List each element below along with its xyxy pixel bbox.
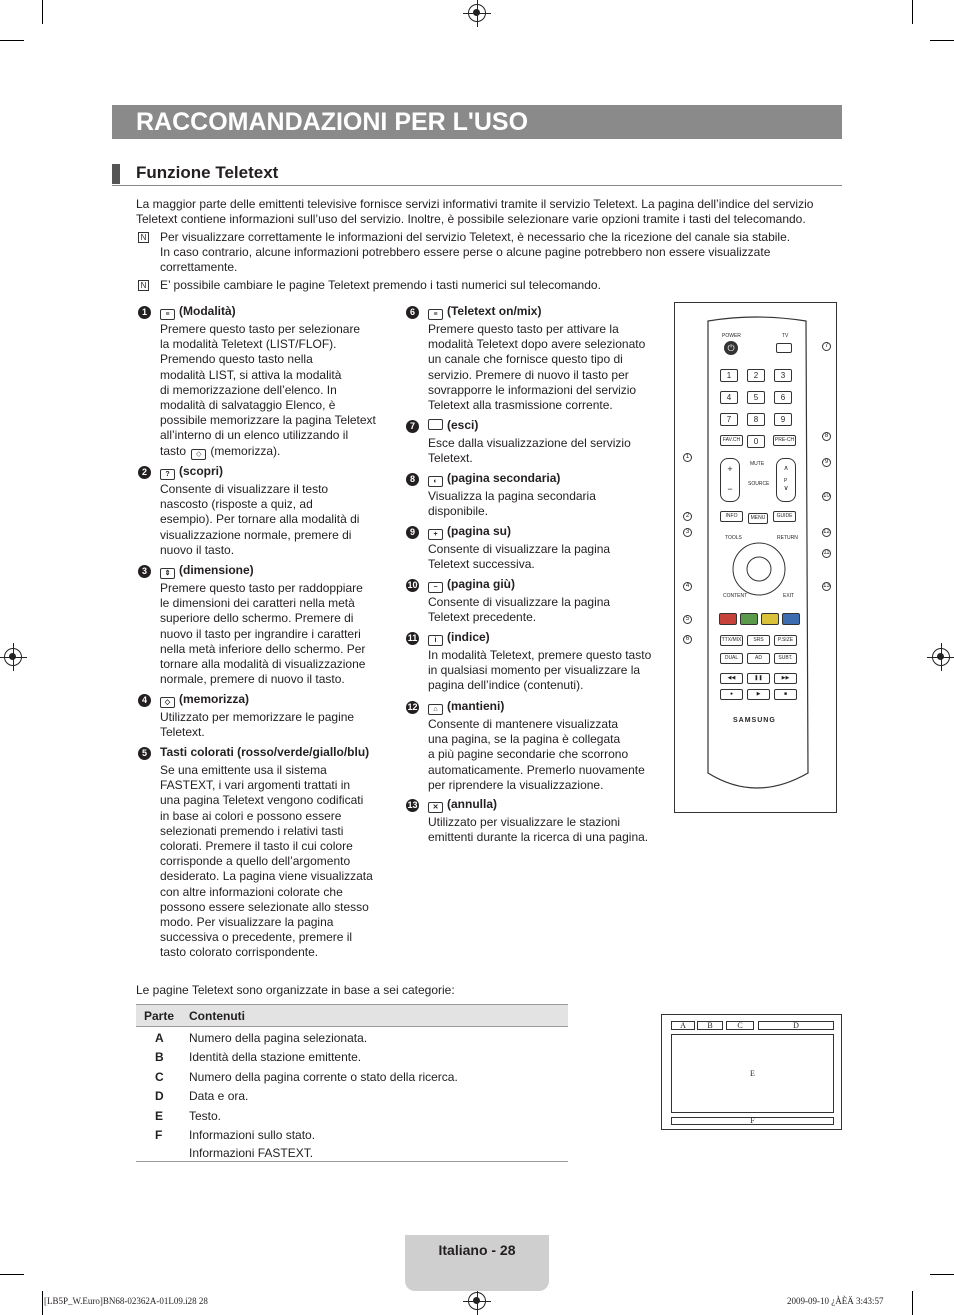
power-button[interactable]: ⏻ — [724, 341, 738, 355]
item-heading — [160, 745, 369, 760]
print-slug-left: [LB5P_W.Euro]BN68-02362A-01L09.i28 28 — [44, 1296, 208, 1306]
registration-mark-icon — [4, 648, 22, 666]
item-body-line: esempio). Per tornare alla modalità di — [160, 512, 360, 527]
item-body-line: Consente di mantenere visualizzata — [428, 717, 619, 731]
page-number-tab — [405, 1235, 549, 1291]
item-body-line: la modalità Teletext (LIST/FLOF). — [160, 337, 337, 352]
item-heading — [428, 418, 478, 433]
item-body-line: Premere questo tasto per raddoppiare — [160, 581, 363, 595]
page-number: Italiano - 28 — [438, 1242, 516, 1258]
section-marker — [112, 164, 120, 184]
item-heading-text: (pagina su) — [447, 524, 512, 538]
page-up-icon: + — [428, 529, 443, 540]
intro-line: La maggior parte delle emittenti televisive fornisce servizi informativi tramite il servizio Teletext. La pagina dell’indice del servizio — [136, 197, 814, 211]
item-heading-text: (memorizza) — [179, 692, 250, 706]
menu-button[interactable]: MENU — [748, 513, 768, 524]
item-body — [160, 322, 376, 460]
note-line: E’ possibile cambiare le pagine Teletext premendo i tasti numerici sul telecomando. — [160, 278, 601, 292]
item-number-badge: 1 — [138, 306, 151, 319]
digit-button-0[interactable]: 0 — [747, 435, 765, 448]
digit-button-9[interactable]: 9 — [774, 413, 792, 426]
registration-mark-icon — [468, 4, 486, 22]
callout-marker: 12 — [823, 529, 830, 535]
item-body-line: desiderato. La pagina viene visualizzata — [160, 869, 373, 884]
item-heading — [428, 524, 511, 540]
item-body-line: Teletext. — [160, 725, 205, 740]
callout-marker: 2 — [683, 512, 692, 521]
item-body-line: servizio. Premere di nuovo il tasto per — [428, 367, 629, 382]
p-label: P — [784, 478, 788, 484]
column-header: Parte — [144, 1009, 175, 1023]
note-icon: N — [138, 232, 149, 243]
item-body-line: Premere questo tasto per selezionare — [160, 322, 361, 336]
item-body-line: modalità LIST, si attiva la modalità — [160, 367, 342, 382]
item-heading-text: (annulla) — [447, 797, 497, 811]
subt-button[interactable]: SUBT. — [774, 653, 797, 664]
note-line: correttamente. — [160, 260, 238, 274]
color-key-button[interactable] — [719, 613, 737, 625]
item-heading-text: (scopri) — [179, 464, 224, 478]
item-body-line: emittenti durante la ricerca di una pagina. — [428, 830, 649, 845]
item-body-line: Teletext successiva. — [428, 557, 535, 572]
guide-button[interactable]: GUIDE — [773, 511, 796, 522]
item-heading — [428, 699, 504, 715]
tv-label: TV — [782, 333, 789, 339]
item-heading — [160, 692, 249, 708]
section-title: Funzione Teletext — [136, 163, 279, 182]
crop-mark — [930, 40, 954, 41]
zone-e: E — [671, 1034, 834, 1113]
item-heading-text: (Modalità) — [179, 304, 236, 318]
item-number-badge: 7 — [406, 420, 419, 433]
content-cell: Numero della pagina corrente o stato della ricerca. — [189, 1070, 458, 1084]
mode-icon: ≡ — [160, 309, 175, 320]
item-body-line: nella metà inferiore dello schermo. Per — [160, 641, 366, 656]
info-button[interactable]: INFO — [720, 511, 743, 522]
digit-button-1[interactable]: 1 — [720, 369, 738, 382]
tools-label: TOOLS — [725, 535, 742, 541]
item-body-line: Premendo questo tasto nella — [160, 352, 313, 367]
item-body — [160, 482, 359, 558]
item-number-badge: 6 — [406, 306, 419, 319]
callout-marker: 7 — [822, 342, 831, 351]
item-body-line: Utilizzato per visualizzare le stazioni — [428, 815, 621, 829]
content-label: CONTENT — [723, 593, 748, 599]
item-body-line: automaticamente. Premerlo nuovamente — [428, 762, 645, 777]
item-body-line: una pagina Teletext vengono codificati — [160, 793, 364, 808]
note-line: In caso contrario, alcune informazioni potrebbero essere perse o alcune pagine potrebbero non essere visualizzate — [160, 245, 771, 259]
table-body — [136, 1027, 568, 1162]
item-body-line: Consente di visualizzare la pagina — [428, 595, 611, 609]
color-key-button[interactable] — [740, 613, 758, 625]
rewind-button[interactable]: ◀◀ — [720, 673, 743, 684]
sub-page-icon: ◐ — [428, 476, 443, 487]
index-icon: i — [428, 635, 443, 646]
zone-a: A — [671, 1021, 695, 1030]
note-icon: N — [138, 280, 149, 291]
zone-c: C — [726, 1021, 754, 1030]
return-label: RETURN — [777, 535, 798, 541]
item-body-line: Teletext precedente. — [428, 610, 537, 625]
item-body-line: superiore dello schermo. Premere di — [160, 611, 354, 626]
item-heading — [428, 797, 497, 813]
item-heading — [428, 304, 541, 320]
callout-marker: 4 — [683, 582, 692, 591]
digit-button-8[interactable]: 8 — [747, 413, 765, 426]
callout-marker: 11 — [823, 550, 830, 556]
tv-button[interactable] — [776, 343, 792, 353]
item-number-badge: 5 — [138, 747, 151, 760]
psize-button[interactable]: P.SIZE — [774, 635, 797, 646]
item-number-badge: 2 — [138, 466, 151, 479]
item-heading — [160, 464, 223, 480]
store-icon: ◇ — [191, 449, 206, 460]
item-body-line: nuovo il tasto. — [160, 542, 235, 557]
ad-button[interactable]: AD — [747, 653, 770, 664]
callout-marker: 1 — [683, 453, 692, 462]
item-body — [160, 581, 365, 687]
item-number-badge: 12 — [407, 702, 418, 712]
item-body-line: una pagina, se la pagina è collegata — [428, 732, 621, 747]
teletext-mix-icon: ≡ — [428, 309, 443, 320]
item-body-line: corrisponde a quello dell’argomento — [160, 854, 351, 869]
item-body-line: possono essere selezionate allo stesso — [160, 899, 369, 914]
item-body-line: pagina dell’indice (contenuti). — [428, 678, 584, 693]
item-heading — [160, 563, 254, 579]
callout-marker: 5 — [683, 615, 692, 624]
pause-button[interactable]: ❚❚ — [747, 673, 770, 684]
item-number-badge: 13 — [407, 800, 418, 810]
item-number-badge: 10 — [407, 580, 418, 590]
item-heading-text: (esci) — [447, 418, 479, 432]
digit-button-3[interactable]: 3 — [774, 369, 792, 382]
item-body-line: modalità Teletext dopo avere selezionato — [428, 337, 646, 352]
zone-d: D — [758, 1021, 834, 1030]
cancel-icon: ✕ — [428, 802, 443, 813]
item-body-line: nuovo il tasto per ingrandire i caratteri — [160, 626, 361, 641]
item-body-line: normale, premere di nuovo il tasto. — [160, 672, 345, 687]
item-heading — [428, 577, 515, 593]
exit-label: EXIT — [783, 593, 795, 599]
color-key-button[interactable] — [782, 613, 800, 625]
content-cell: Testo. — [189, 1109, 222, 1123]
digit-button-6[interactable]: 6 — [774, 391, 792, 404]
item-number-badge: 11 — [407, 633, 418, 643]
item-body-line: tasto colorato corrispondente. — [160, 945, 319, 960]
content-cell: Informazioni sullo stato. — [189, 1128, 316, 1142]
callout-marker: 13 — [823, 583, 830, 589]
part-cell: E — [155, 1109, 164, 1123]
item-body-line: tornare alla modalità di visualizzazione — [160, 657, 366, 672]
item-body-line: In modalità Teletext, premere questo tasto — [428, 648, 652, 662]
item-body-line: Teletext. — [428, 451, 473, 466]
item-body-line: nascosto (risposte a quiz, ad — [160, 497, 313, 512]
item-body-line: per riprendere la visualizzazione. — [428, 777, 604, 792]
zone-f: F — [671, 1117, 834, 1125]
color-key-button[interactable] — [761, 613, 779, 625]
item-heading-text: (pagina secondaria) — [447, 471, 561, 485]
fast-forward-button[interactable]: ▶▶ — [774, 673, 797, 684]
note-2 — [160, 278, 601, 293]
dual-button[interactable]: DUAL — [720, 653, 743, 664]
item-body-line: all’interno di un elenco utilizzando il — [160, 428, 349, 443]
item-heading — [428, 471, 560, 487]
crop-mark — [912, 0, 913, 24]
content-cell: Informazioni FASTEXT. — [189, 1146, 314, 1160]
item-heading — [160, 304, 236, 320]
volume-rocker[interactable]: + − — [720, 458, 740, 502]
item-body-line: in base ai colori e possono essere — [160, 808, 342, 823]
item-body — [428, 436, 631, 466]
item-heading-text: (dimensione) — [179, 563, 254, 577]
print-slug-right: 2009-09-10 ¿ÀÈÄ 3:43:57 — [787, 1296, 884, 1306]
item-body — [160, 710, 354, 740]
intro-paragraph — [136, 197, 813, 227]
item-heading-text: (indice) — [447, 630, 490, 644]
crop-mark — [912, 1291, 913, 1315]
item-body — [428, 595, 610, 625]
item-heading — [428, 630, 490, 646]
item-heading-text: (mantieni) — [447, 699, 505, 713]
registration-mark-icon — [468, 1292, 486, 1310]
item-body-line: un canale che fornisce questo tipo di — [428, 352, 623, 367]
brand-logo: SAMSUNG — [733, 717, 776, 724]
item-body-line: colorati. Premere il tasto il cui colore — [160, 839, 353, 854]
item-body — [428, 322, 645, 413]
intro-line: Teletext contiene informazioni sull’uso del servizio. Inoltre, è possibile selezionare varie opzioni tramite i tasti del telecomando. — [136, 212, 806, 226]
item-body — [428, 815, 648, 845]
item-heading-text: (Teletext on/mix) — [447, 304, 542, 318]
item-body-line: Consente di visualizzare il testo — [160, 482, 329, 496]
item-body-line: Utilizzato per memorizzare le pagine — [160, 710, 355, 724]
content-cell: Data e ora. — [189, 1089, 249, 1103]
part-cell: F — [155, 1128, 163, 1142]
page-title: RACCOMANDAZIONI PER L'USO — [136, 108, 529, 136]
digit-button-5[interactable]: 5 — [747, 391, 765, 404]
item-body — [428, 717, 645, 793]
table-header — [136, 1004, 568, 1027]
reveal-icon: ? — [160, 469, 175, 480]
section-divider — [112, 185, 842, 186]
item-body — [428, 542, 610, 572]
play-button[interactable]: ▶ — [747, 689, 770, 700]
size-icon: ⇕ — [160, 568, 175, 579]
crop-mark — [42, 0, 43, 24]
item-body-line: Teletext alla trasmissione corrente. — [428, 398, 613, 413]
item-body-line: possibile memorizzare la pagina Teletext — [160, 413, 376, 428]
registration-mark-icon — [932, 648, 950, 666]
exit-icon — [428, 419, 443, 430]
column-header: Contenuti — [189, 1009, 245, 1023]
item-body-line: disponibile. — [428, 504, 489, 519]
callout-marker: 3 — [683, 528, 692, 537]
part-cell: B — [155, 1050, 164, 1064]
zone-b: B — [697, 1021, 723, 1030]
item-body-line: modo. Per visualizzare la pagina — [160, 915, 334, 930]
item-body — [160, 763, 373, 961]
item-body-line: Se una emittente usa il sistema — [160, 763, 327, 777]
item-body-line: Consente di visualizzare la pagina — [428, 542, 611, 556]
item-number-badge: 9 — [406, 526, 419, 539]
categories-intro: Le pagine Teletext sono organizzate in base a sei categorie: — [136, 983, 455, 997]
crop-mark — [0, 40, 24, 41]
source-label: SOURCE — [748, 481, 770, 487]
callout-marker: 9 — [822, 458, 831, 467]
mute-label: MUTE — [750, 461, 765, 467]
item-body-line: visualizzazione normale, premere di — [160, 527, 352, 542]
item-body-tail: (memorizza). — [210, 443, 281, 458]
remote-figure — [674, 302, 837, 813]
stop-button[interactable]: ■ — [774, 689, 797, 700]
title-bar — [112, 105, 842, 139]
teletext-screen-diagram — [661, 1014, 842, 1130]
item-heading-text: (pagina giù) — [447, 577, 515, 591]
digit-button-2[interactable]: 2 — [747, 369, 765, 382]
fav-ch-button[interactable]: FAV.CH — [720, 435, 743, 446]
item-body-line: sovrapporre le informazioni del servizio — [428, 382, 637, 397]
item-heading-text: Tasti colorati (rosso/verde/giallo/blu) — [160, 745, 370, 759]
srs-button[interactable]: SRS — [747, 635, 770, 646]
item-body-line: con altre informazioni colorate che — [160, 884, 343, 899]
categories-table — [136, 1004, 568, 1162]
crop-mark — [0, 1274, 24, 1275]
item-body-line: FASTEXT, i vari argomenti trattati in — [160, 778, 351, 793]
note-1 — [160, 230, 790, 275]
item-body-line: a più pagine secondarie che scorrono — [428, 747, 629, 762]
ttx-mix-button[interactable]: TTX/MIX — [720, 635, 743, 646]
crop-mark — [930, 1274, 954, 1275]
item-body — [428, 648, 651, 694]
part-cell: A — [155, 1031, 164, 1045]
item-number-badge: 4 — [138, 694, 151, 707]
part-cell: D — [155, 1089, 164, 1103]
content-cell: Identità della stazione emittente. — [189, 1050, 362, 1064]
item-number-badge: 3 — [138, 565, 151, 578]
item-body-line: di memorizzazione dell’elenco. In — [160, 382, 337, 397]
channel-rocker[interactable]: ∧ ∨ — [776, 458, 796, 502]
item-number-badge: 8 — [406, 473, 419, 486]
callout-marker: 8 — [822, 432, 831, 441]
item-body-line: le dimensioni dei caratteri nella metà — [160, 596, 355, 611]
callout-marker: 6 — [683, 635, 692, 644]
item-body — [428, 489, 596, 519]
item-body-line: tasto ◇ (memorizza). — [160, 443, 281, 458]
note-line: Per visualizzare correttamente le informazioni del servizio Teletext, è necessario che la ricezione del canale sia stabile. — [160, 230, 791, 244]
item-body-line: successiva o precedente, premere il — [160, 930, 353, 945]
record-button[interactable]: ● — [720, 689, 743, 700]
hold-icon: ⌂ — [428, 704, 443, 715]
part-cell: C — [155, 1070, 164, 1084]
store-icon: ◇ — [160, 697, 175, 708]
pre-ch-button[interactable]: PRE-CH — [773, 435, 796, 446]
item-body-line: modalità di salvataggio Elenco, è — [160, 398, 336, 413]
item-body-line: selezionati premendo i relativi tasti — [160, 823, 344, 838]
item-body-line: Esce dalla visualizzazione del servizio — [428, 436, 631, 450]
item-body-line: Visualizza la pagina secondaria — [428, 489, 596, 503]
callout-marker: 10 — [823, 493, 830, 499]
page-down-icon: − — [428, 582, 443, 593]
content-cell: Numero della pagina selezionata. — [189, 1031, 368, 1045]
digit-button-7[interactable]: 7 — [720, 413, 738, 426]
item-body-line: Premere questo tasto per attivare la — [428, 322, 619, 336]
crop-mark — [42, 1291, 43, 1315]
item-body-line: in qualsiasi momento per visualizzare la — [428, 663, 641, 678]
power-label: POWER — [722, 333, 741, 339]
digit-button-4[interactable]: 4 — [720, 391, 738, 404]
